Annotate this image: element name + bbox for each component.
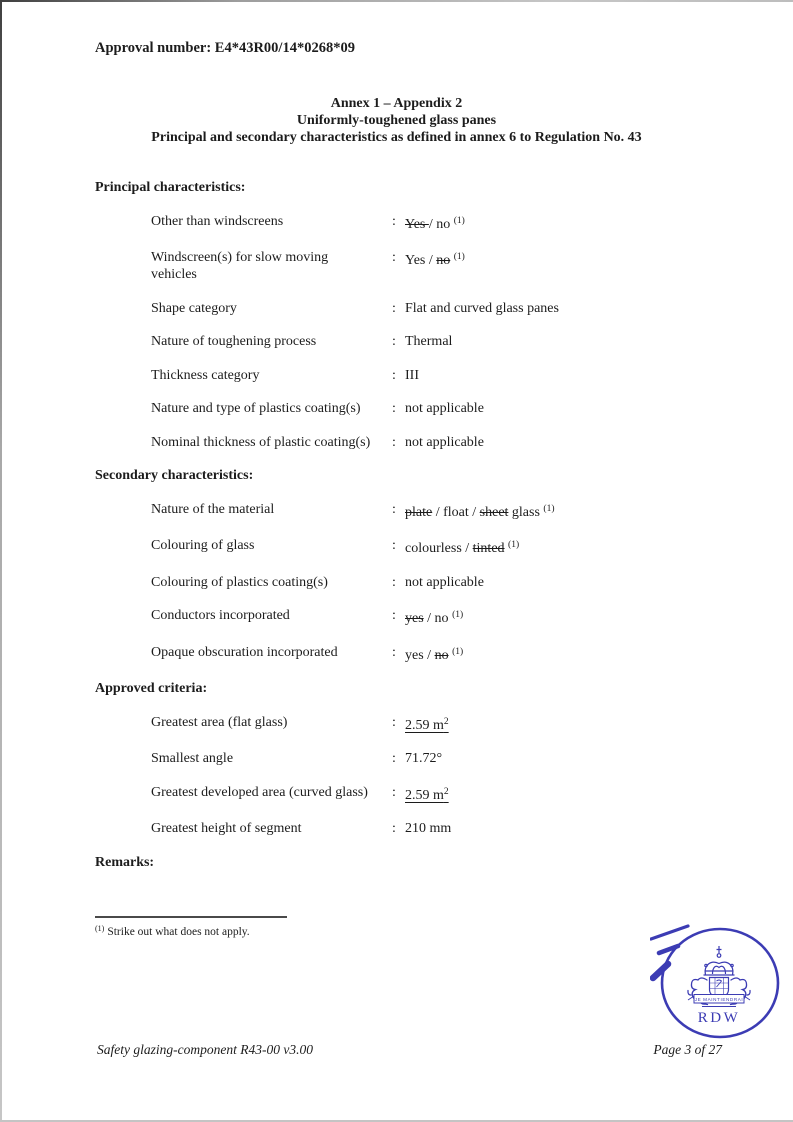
value-part: no [436, 253, 451, 268]
row-label-line: Opaque obscuration incorporated [151, 644, 338, 660]
row-label-line: Nominal thickness of plastic coating(s) [151, 434, 371, 450]
row-value [405, 607, 463, 627]
row-label-line: Greatest height of segment [151, 821, 302, 836]
row-label-line: Smallest angle [151, 751, 234, 766]
row-value [405, 750, 442, 767]
row-label-line: Nature of the material [151, 501, 275, 517]
value-part: (1) [453, 252, 465, 262]
row-label-line: Greatest developed area (curved glass) [151, 784, 368, 800]
value-part: tinted [472, 541, 505, 556]
value-part: 2.59 m [405, 717, 444, 733]
footnote-marker: (1) [95, 923, 105, 933]
row-value [405, 249, 465, 269]
row-label [151, 249, 392, 283]
row-colon: : [392, 784, 396, 800]
row-colon: : [392, 821, 396, 836]
value-part: yes / [405, 647, 435, 663]
value-part: sheet [479, 504, 509, 520]
row-value [405, 784, 449, 804]
value-part: 210 mm [405, 821, 452, 836]
table-row [151, 333, 733, 350]
footnote [95, 922, 733, 939]
footer-doc-reference: Safety glazing-component R43-00 v3.00 [97, 1042, 313, 1057]
value-part: 2.59 m [405, 787, 444, 803]
row-label [151, 367, 392, 384]
stamp-graphic [650, 922, 790, 1046]
row-label [151, 574, 392, 591]
section-heading: Secondary characteristics: [95, 468, 254, 483]
section-heading: Remarks: [95, 854, 155, 870]
row-value [405, 574, 484, 591]
table-row [151, 400, 733, 417]
row-label [151, 333, 392, 350]
value-part: yes [405, 611, 424, 626]
row-value [405, 400, 484, 417]
table-row [151, 574, 733, 591]
row-value [405, 300, 559, 317]
page-edge-top [0, 0, 793, 2]
row-colon: : [392, 250, 396, 265]
row-label [151, 714, 392, 731]
row-colon: : [392, 334, 396, 349]
row-label-line: vehicles [151, 267, 197, 282]
value-part: Flat and curved glass panes [405, 300, 559, 316]
table-row [151, 213, 733, 233]
row-value [405, 714, 449, 734]
row-value [405, 644, 463, 664]
row-label [151, 820, 392, 837]
row-label [151, 400, 392, 417]
row-value [405, 820, 451, 837]
row-colon: : [392, 574, 396, 590]
row-colon: : [392, 608, 396, 623]
characteristics-table [151, 501, 733, 664]
row-label-line: Greatest area (flat glass) [151, 714, 288, 730]
stamp-motto: JE MAINTIENDRAI [694, 996, 744, 1002]
row-label [151, 784, 392, 801]
row-colon: : [392, 644, 396, 660]
row-label [151, 644, 392, 661]
table-row [151, 784, 733, 804]
section-secondary-characteristics [95, 467, 733, 664]
title-annex: Annex 1 – Appendix 2 [330, 96, 463, 111]
table-row [151, 434, 733, 451]
row-colon: : [392, 401, 396, 416]
stamp-org-text: RDW [697, 1010, 741, 1026]
row-colon: : [392, 434, 396, 450]
table-row [151, 750, 733, 767]
title-description: Principal and secondary characteristics as defined in annex 6 to Regulation No. 43 [151, 130, 642, 145]
row-value [405, 367, 419, 384]
table-row [151, 300, 733, 317]
table-row [151, 820, 733, 837]
page-edge-left [0, 0, 2, 1122]
value-part: not applicable [405, 401, 484, 416]
value-part: Yes [405, 216, 429, 232]
row-label-line: Other than windscreens [151, 213, 284, 229]
section-principal-characteristics [95, 179, 733, 451]
value-part: III [405, 367, 419, 383]
row-label-line: Conductors incorporated [151, 608, 290, 623]
footnote-rule [95, 916, 287, 918]
crown-icon [704, 946, 735, 975]
value-part: 2 [443, 786, 449, 797]
value-part: / no [423, 611, 453, 626]
row-colon: : [392, 213, 396, 229]
table-row [151, 607, 733, 627]
value-part: (1) [452, 646, 464, 657]
row-label-line: Thickness category [151, 367, 260, 383]
footnote-text: Strike out what does not apply. [107, 925, 250, 938]
row-colon: : [392, 538, 396, 553]
row-colon: : [392, 714, 396, 730]
value-part: colourless / [405, 541, 473, 556]
value-part: (1) [543, 503, 555, 514]
value-part: (1) [508, 540, 520, 550]
row-label-line: Windscreen(s) for slow moving [151, 250, 329, 265]
value-part: no [434, 647, 449, 663]
table-row [151, 367, 733, 384]
row-label-line: Shape category [151, 300, 237, 316]
rdw-stamp [650, 922, 790, 1046]
row-label [151, 750, 392, 767]
row-label-line: Nature of toughening process [151, 334, 317, 349]
value-part: not applicable [405, 434, 484, 450]
row-value [405, 434, 484, 451]
section-remarks [95, 854, 733, 871]
footer-page-number: Page 3 of 27 [653, 1042, 722, 1057]
value-part: Yes / [405, 253, 437, 268]
table-row [151, 714, 733, 734]
value-part: plate [405, 504, 433, 520]
value-part: not applicable [405, 574, 484, 590]
table-row [151, 644, 733, 664]
characteristics-table [151, 213, 733, 451]
row-colon: : [392, 751, 396, 766]
row-value [405, 537, 519, 557]
value-part: / no [428, 216, 454, 232]
value-part: 2 [443, 716, 449, 727]
row-value [405, 501, 555, 521]
row-label-line: Colouring of plastics coating(s) [151, 574, 328, 590]
row-label [151, 434, 392, 451]
value-part: (1) [453, 215, 465, 226]
page-footer [97, 1042, 722, 1058]
value-part: (1) [452, 610, 464, 620]
title-block [0, 95, 793, 146]
row-label [151, 213, 392, 230]
row-label [151, 537, 392, 554]
pen-strokes-icon [651, 926, 688, 978]
table-row [151, 249, 733, 283]
row-colon: : [392, 501, 396, 517]
value-part: / float / [432, 504, 480, 520]
section-heading: Principal characteristics: [95, 180, 246, 195]
row-value [405, 213, 465, 233]
row-label [151, 607, 392, 624]
value-part: glass [508, 504, 544, 520]
table-row [151, 501, 733, 521]
row-value [405, 333, 452, 350]
row-label-line: Colouring of glass [151, 538, 255, 553]
row-colon: : [392, 300, 396, 316]
approval-number: Approval number: E4*43R00/14*0268*09 [95, 40, 355, 56]
criteria-table [151, 714, 733, 838]
row-label-line: Nature and type of plastics coating(s) [151, 401, 361, 416]
section-approved-criteria [95, 680, 733, 837]
title-subject: Uniformly-toughened glass panes [296, 113, 497, 128]
value-part: 71.72° [405, 751, 443, 766]
row-label [151, 501, 392, 518]
value-part: Thermal [405, 334, 453, 349]
section-heading: Approved criteria: [95, 681, 208, 696]
row-colon: : [392, 367, 396, 383]
table-row [151, 537, 733, 557]
row-label [151, 300, 392, 317]
